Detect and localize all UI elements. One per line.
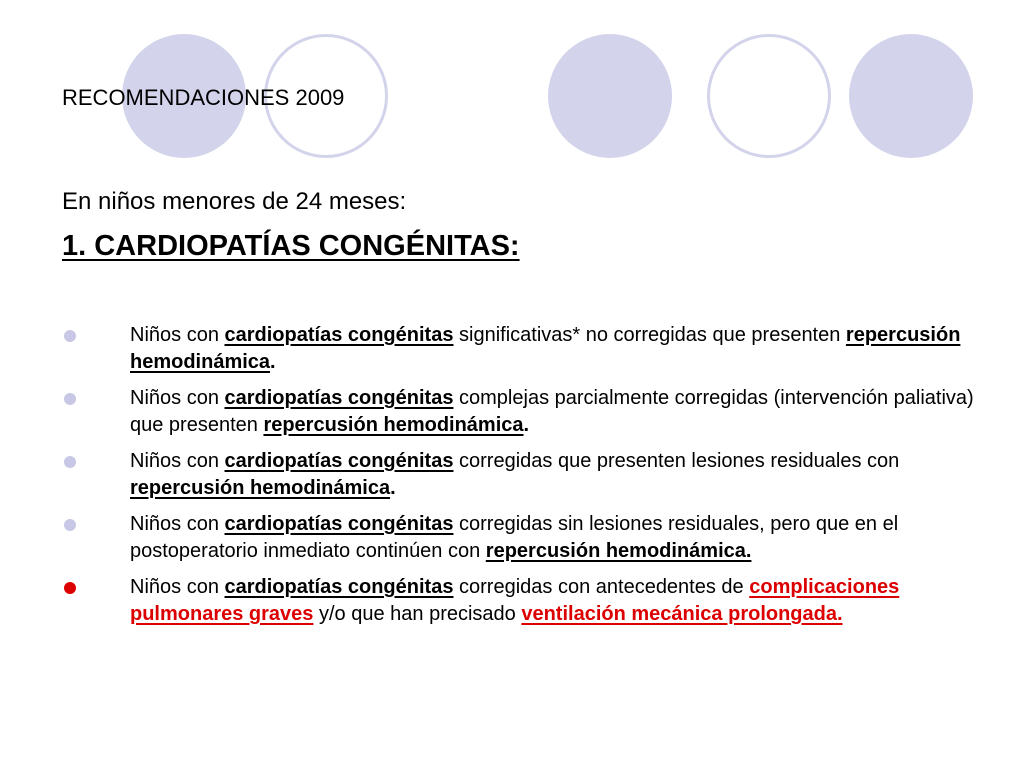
bullet-suffix: . xyxy=(390,477,396,499)
bullet-text: y/o que han precisado xyxy=(313,603,522,625)
bullet-dot-icon xyxy=(64,456,76,468)
decorative-circle-filled xyxy=(849,34,973,158)
bullet-item xyxy=(62,322,982,376)
bullet-item-highlighted xyxy=(62,574,982,628)
bullet-prefix: Niños con xyxy=(130,576,225,598)
bullet-prefix: Niños con xyxy=(130,450,225,472)
decorative-circle-filled xyxy=(548,34,672,158)
bullet-dot-icon xyxy=(64,393,76,405)
bullet-item xyxy=(62,448,982,502)
slide-pre-title: RECOMENDACIONES 2009 xyxy=(62,85,345,110)
bullet-term: cardiopatías congénitas xyxy=(224,387,454,409)
bullet-term: cardiopatías congénitas xyxy=(224,324,454,346)
bullet-emphasis: repercusión hemodinámica. xyxy=(485,540,752,562)
bullet-term: cardiopatías congénitas xyxy=(224,513,454,535)
bullet-term: cardiopatías congénitas xyxy=(224,450,454,472)
bullet-text: significativas* no corregidas que presenten xyxy=(453,324,846,346)
bullet-item xyxy=(62,511,982,565)
bullet-emphasis: repercusión hemodinámica xyxy=(130,477,391,499)
bullet-term: cardiopatías congénitas xyxy=(224,576,454,598)
bullet-dot-red-icon xyxy=(64,582,76,594)
bullet-text: corregidas con antecedentes de xyxy=(453,576,750,598)
bullet-item xyxy=(62,385,982,439)
bullet-prefix: Niños con xyxy=(130,324,225,346)
bullet-emphasis: repercusión hemodinámica xyxy=(130,324,961,373)
slide-heading: 1. CARDIOPATÍAS CONGÉNITAS: xyxy=(62,230,520,262)
bullet-dot-icon xyxy=(64,519,76,531)
bullet-emphasis-red: complicaciones pulmonares graves xyxy=(130,576,900,625)
decorative-circle-ring xyxy=(707,34,831,158)
bullet-suffix: . xyxy=(523,414,530,436)
bullet-dot-icon xyxy=(64,330,76,342)
bullet-text: corregidas que presenten lesiones residuales con xyxy=(453,450,900,472)
bullet-emphasis-red: ventilación mecánica prolongada. xyxy=(521,603,843,625)
bullet-text: complejas parcialmente corregidas (intervención paliativa) que presenten xyxy=(130,387,974,436)
slide-intro: En niños menores de 24 meses: xyxy=(62,188,407,215)
bullet-prefix: Niños con xyxy=(130,513,225,535)
bullet-text: corregidas sin lesiones residuales, pero que en el postoperatorio inmediato continúen con xyxy=(130,513,899,562)
bullet-emphasis: repercusión hemodinámica xyxy=(263,414,524,436)
bullet-list xyxy=(62,322,982,637)
bullet-prefix: Niños con xyxy=(130,387,225,409)
bullet-suffix: . xyxy=(270,351,276,373)
